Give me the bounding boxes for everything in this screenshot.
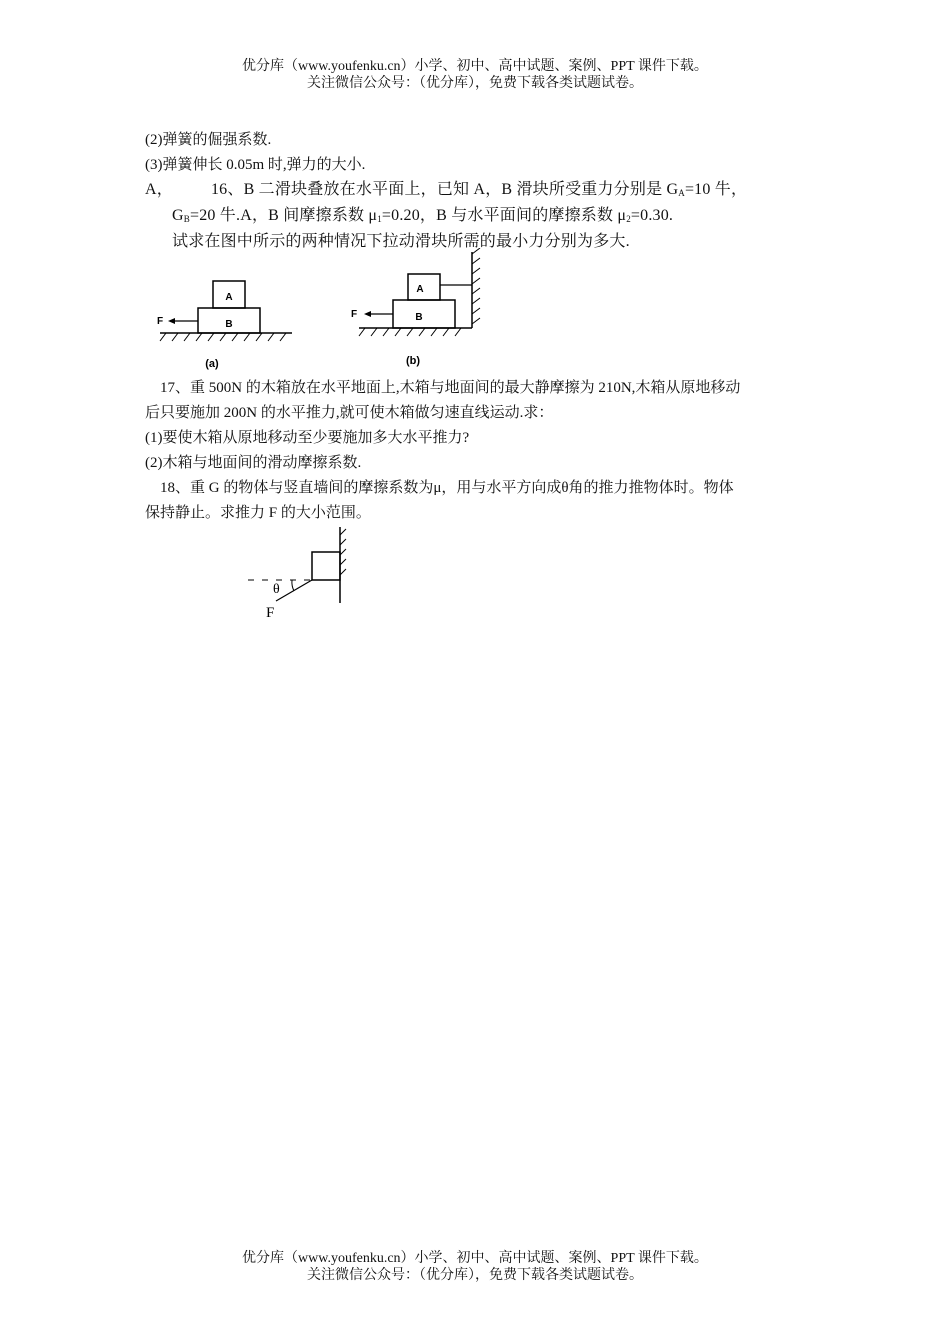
page-header bbox=[0, 58, 950, 92]
q15-part2: (2)弹簧的倔强系数. bbox=[145, 132, 272, 148]
label-a: A bbox=[416, 284, 424, 295]
figure-b bbox=[345, 248, 495, 373]
footer-line-2: 关注微信公众号：（优分库），免费下载各类试题试卷。 bbox=[307, 1268, 643, 1283]
q16-text-2: =20 牛.A，B 间摩擦系数 μ bbox=[189, 207, 378, 224]
label-f: F bbox=[266, 605, 275, 621]
q16-line-3: 试求在图中所示的两种情况下拉动滑块所需的最小力分别为多大. bbox=[172, 233, 630, 250]
q16-sub-a: A bbox=[678, 188, 685, 198]
q17-part2: (2)木箱与地面间的滑动摩擦系数. bbox=[145, 455, 362, 471]
q16-line-1 bbox=[145, 176, 747, 199]
q18-line-1: 18、重 G 的物体与竖直墙间的摩擦系数为μ，用与水平方向成θ角的推力推物体时。物体 bbox=[160, 480, 734, 496]
q16-text-1-end: =10 牛， bbox=[684, 181, 748, 198]
caption-b: (b) bbox=[405, 355, 421, 367]
label-a: A bbox=[225, 292, 233, 303]
label-f: F bbox=[351, 309, 358, 320]
q16-text-1: 16、B 二滑块叠放在水平面上，已知 A，B 滑块所受重力分别是 G bbox=[210, 181, 679, 198]
q17-line-2: 后只要施加 200N 的水平推力,就可使木箱做匀速直线运动.求： bbox=[145, 405, 554, 421]
label-b: B bbox=[225, 319, 233, 330]
q15-part3: (3)弹簧伸长 0.05m 时,弹力的大小. bbox=[145, 157, 366, 173]
q16-prefix: A， bbox=[145, 181, 173, 198]
label-b: B bbox=[415, 312, 423, 323]
q16-sub-b: B bbox=[183, 214, 190, 224]
figure-q18 bbox=[240, 525, 360, 625]
angle-arc bbox=[292, 580, 294, 591]
q16-text-2-mid: =0.20，B 与水平面间的摩擦系数 μ bbox=[381, 207, 627, 224]
arrow-head-icon bbox=[168, 318, 175, 324]
q17-line-1: 17、重 500N 的木箱放在水平地面上,木箱与地面间的最大静摩擦为 210N,木箱从原地移动 bbox=[160, 380, 741, 396]
q16-text-2-end: =0.30. bbox=[630, 207, 674, 224]
q16-g: G bbox=[172, 207, 184, 224]
page-footer bbox=[0, 1250, 950, 1284]
q18-line-2: 保持静止。求推力 F 的大小范围。 bbox=[145, 505, 371, 521]
q16-line-2 bbox=[172, 202, 673, 225]
figure-a bbox=[150, 275, 300, 375]
q17-part1: (1)要使木箱从原地移动至少要施加多大水平推力? bbox=[145, 430, 470, 446]
block-b bbox=[393, 300, 455, 328]
caption-a: (a) bbox=[205, 358, 219, 370]
block-a bbox=[408, 274, 440, 300]
q16-sub-1: 1 bbox=[377, 214, 382, 224]
header-line-2: 关注微信公众号：（优分库），免费下载各类试题试卷。 bbox=[307, 76, 643, 91]
arrow-head-icon bbox=[364, 311, 371, 317]
header-line-1: 优分库（www.youfenku.cn）小学、初中、高中试题、案例、PPT 课件下载。 bbox=[242, 59, 708, 74]
object-block bbox=[312, 552, 340, 580]
q16-sub-2: 2 bbox=[626, 214, 631, 224]
footer-line-1: 优分库（www.youfenku.cn）小学、初中、高中试题、案例、PPT 课件下载。 bbox=[242, 1251, 708, 1266]
label-f: F bbox=[157, 316, 164, 327]
label-theta: θ bbox=[273, 582, 280, 597]
